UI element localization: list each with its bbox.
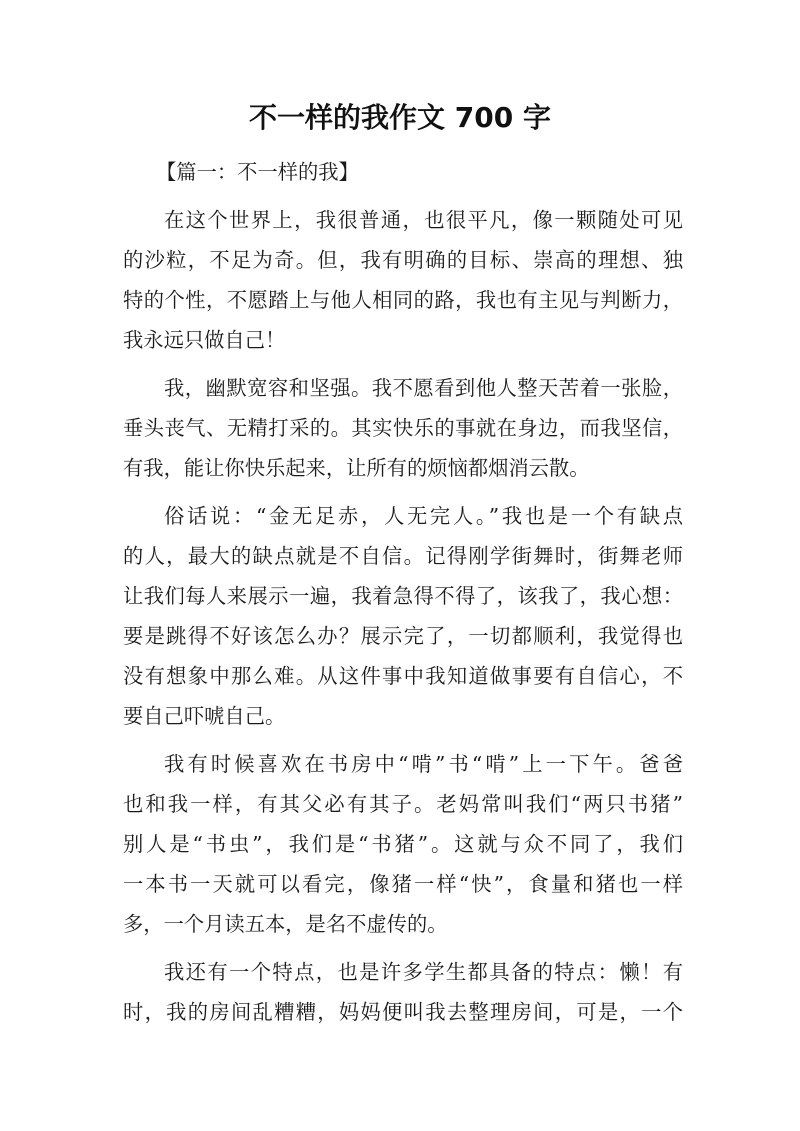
paragraph-5 — [123, 952, 683, 1032]
text-line: 别人是“书虫”，我们是“书猪”。这就与众不同了，我们 — [123, 832, 683, 856]
text-line: 多，一个月读五本，是名不虚传的。 — [123, 912, 448, 936]
text-line: 一本书一天就可以看完，像猪一样“快”，食量和猪也一样 — [123, 872, 683, 896]
page-title: 不一样的我作文 700 字 — [249, 101, 551, 134]
text-line: 也和我一样，有其父必有其子。老妈常叫我们“两只书猪” — [123, 792, 683, 816]
text-line: 我永远只做自己！ — [123, 328, 286, 352]
text-line: 特的个性，不愿踏上与他人相同的路，我也有主见与判断力， — [123, 288, 683, 312]
text-line: 我有时候喜欢在书房中“啃”书“啃”上一下午。爸爸 — [164, 752, 683, 776]
paragraph-1 — [123, 200, 683, 360]
text-line: 要自己吓唬自己。 — [123, 704, 286, 728]
text-line: 的人，最大的缺点就是不自信。记得刚学街舞时，街舞老师 — [123, 544, 683, 568]
essay-body — [123, 152, 683, 1040]
text-line: 让我们每人来展示一遍，我着急得不得了，该我了，我心想： — [123, 584, 683, 608]
text-line: 我，幽默宽容和坚强。我不愿看到他人整天苦着一张脸， — [164, 376, 683, 400]
text-line: 要是跳得不好该怎么办？展示完了，一切都顺利，我觉得也 — [123, 624, 683, 648]
text-line: 在这个世界上，我很普通，也很平凡，像一颗随处可见 — [164, 208, 683, 232]
text-line: 的沙粒，不足为奇。但，我有明确的目标、崇高的理想、独 — [123, 248, 683, 272]
text-line: 俗话说：“金无足赤，人无完人。”我也是一个有缺点 — [164, 504, 683, 528]
paragraph-3 — [123, 496, 683, 736]
text-line: 时，我的房间乱糟糟，妈妈便叫我去整理房间，可是，一个 — [123, 1000, 683, 1024]
section-heading: 【篇一：不一样的我】 — [156, 160, 359, 184]
text-line: 垂头丧气、无精打采的。其实快乐的事就在身边，而我坚信， — [123, 416, 683, 440]
paragraph-2 — [123, 368, 683, 488]
text-line: 没有想象中那么难。从这件事中我知道做事要有自信心，不 — [123, 664, 683, 688]
text-line: 有我，能让你快乐起来，让所有的烦恼都烟消云散。 — [123, 456, 590, 480]
text-line: 我还有一个特点，也是许多学生都具备的特点：懒！有 — [164, 960, 683, 984]
paragraph-4 — [123, 744, 683, 944]
